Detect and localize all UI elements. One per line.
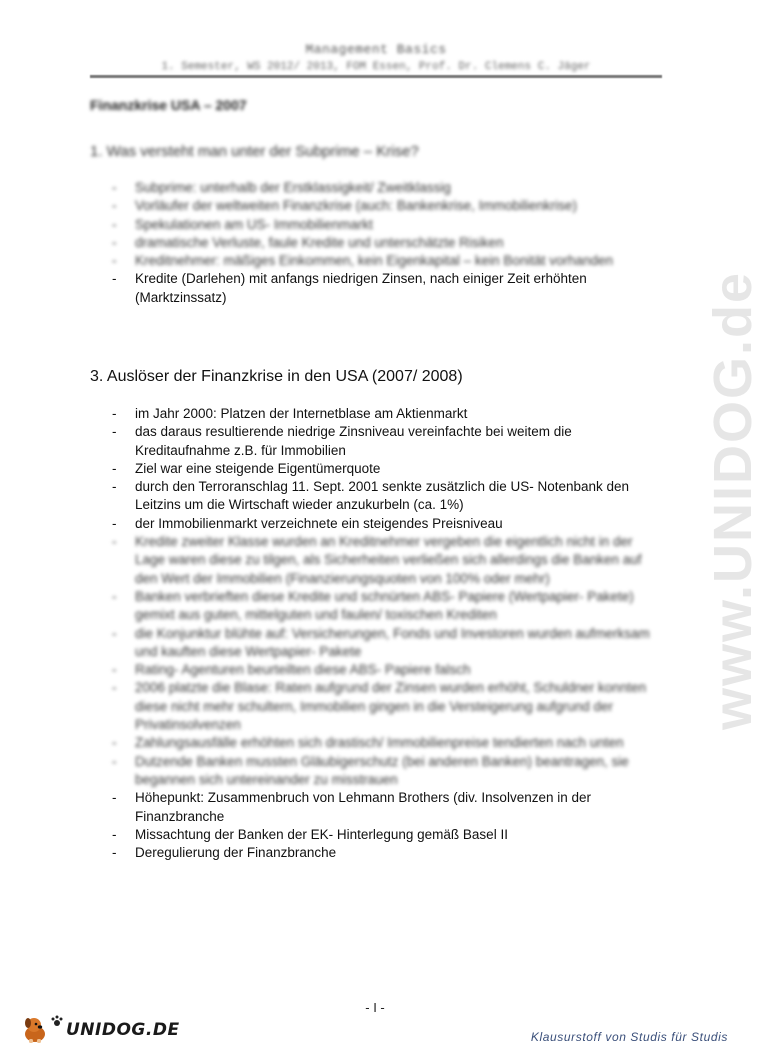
list-item: - Kreditnehmer: mäßiges Einkommen, kein Eigenkapital – kein Bonität vorhanden [90,252,660,270]
header-divider [90,75,662,78]
section-1-list [90,179,660,307]
list-item: - Subprime: unterhalb der Erstklassigkeit/ Zweitklassig [90,179,660,197]
list-item: - Missachtung der Banken der EK- Hinterlegung gemäß Basel II [90,826,660,844]
header-title: Management Basics [305,42,447,57]
page-header [90,42,662,73]
header-subtitle: 1. Semester, WS 2012/ 2013, FOM Essen, Prof. Dr. Clemens C. Jäger [161,61,591,73]
list-item: - dramatische Verluste, faule Kredite und unterschätzte Risiken [90,234,660,252]
paw-icon [50,1014,64,1028]
document-title: Finanzkrise USA – 2007 [90,97,247,113]
list-item: - Banken verbrieften diese Kredite und schnürten ABS- Papiere (Wertpapier- Pakete) gemixt aus guten, mittelguten und faulen/ toxischen Krediten [90,588,660,625]
list-item: - 2006 platzte die Blase: Raten aufgrund der Zinsen wurden erhöht, Schuldner konnten diese nicht mehr schultern, Immobilien gingen in die Versteigerung aufgrund der Privatinsolvenzen [90,679,660,734]
list-item: - der Immobilienmarkt verzeichnete ein steigendes Preisniveau [90,515,660,533]
list-item: - Dutzende Banken mussten Gläubigerschutz (bei anderen Banken) beantragen, sie begannen sich untereinander zu misstrauen [90,753,660,790]
list-item: - Kredite (Darlehen) mit anfangs niedrigen Zinsen, nach einiger Zeit erhöhten (Marktzinssatz) [90,270,660,307]
list-item: - die Konjunktur blühte auf: Versicherungen, Fonds und Investoren wurden aufmerksam und kauften diese Wertpapier- Pakete [90,625,660,662]
list-item: - durch den Terroranschlag 11. Sept. 2001 senkte zusätzlich die US- Notenbank den Leitzins um die Wirtschaft wieder anzukurbeln (ca. 1%) [90,478,660,515]
list-item: - Vorläufer der weltweiten Finanzkrise (auch: Bankenkrise, Immobilienkrise) [90,197,660,215]
page-number: - I - [365,1000,385,1015]
list-item: - Spekulationen am US- Immobilienmarkt [90,216,660,234]
list-item: - Ziel war eine steigende Eigentümerquote [90,460,660,478]
section-3-heading: 3. Auslöser der Finanzkrise in den USA (2007/ 2008) [90,368,463,385]
list-item: - im Jahr 2000: Platzen der Internetblase am Aktienmarkt [90,405,660,423]
list-item: - Deregulierung der Finanzbranche [90,844,660,862]
list-item: - Kredite zweiter Klasse wurden an Kreditnehmer vergeben die eigentlich nicht in der Lage waren diese zu tilgen, als Sicherheiten verließen sich allerdings die Banken auf den Wert der Immobilien (Finanzierungsquoten von 100% oder mehr) [90,533,660,588]
footer-tagline: Klausurstoff von Studis für Studis [530,1030,728,1044]
logo-text: UNIDOG.DE [66,1020,180,1040]
list-item: - Zahlungsausfälle erhöhten sich drastisch/ Immobilienpreise tendierten nach unten [90,734,660,752]
section-1-heading: 1. Was versteht man unter der Subprime – Krise? [90,143,419,160]
list-item: - Höhepunkt: Zusammenbruch von Lehmann Brothers (div. Insolvenzen in der Finanzbranche [90,789,660,826]
section-3-list [90,405,660,862]
list-item: - das daraus resultierende niedrige Zinsniveau vereinfachte bei weitem die Kreditaufnahme z.B. für Immobilien [90,423,660,460]
dog-mascot-icon [20,1014,50,1044]
watermark: www.UNIDOG.de [703,270,763,730]
unidog-logo [20,1014,180,1044]
list-item: - Rating- Agenturen beurteilten diese ABS- Papiere falsch [90,661,660,679]
